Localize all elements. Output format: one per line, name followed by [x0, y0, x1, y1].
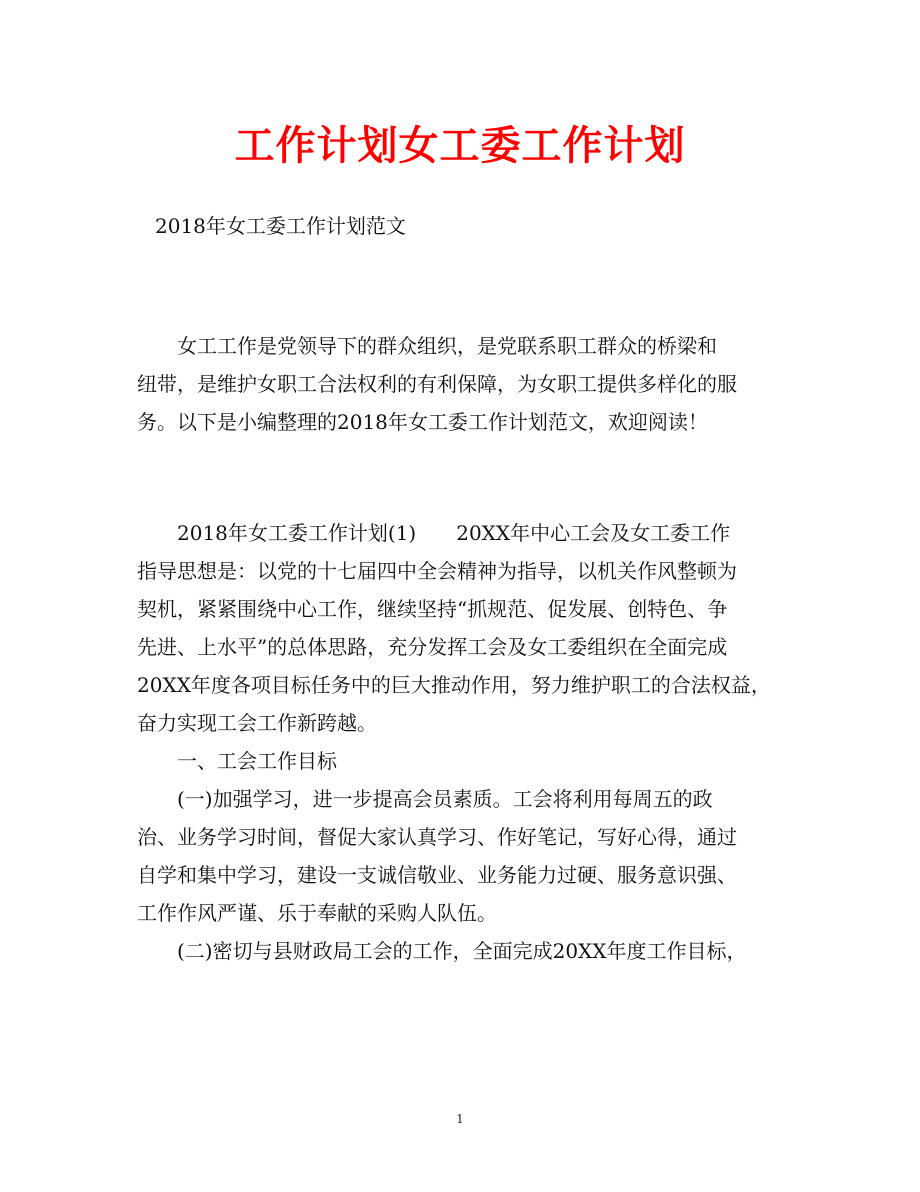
- plan-line: 2018年女工委工作计划(1) 20XX年中心工会及女工委工作: [137, 521, 731, 545]
- section-heading: 一、工会工作目标: [137, 749, 337, 773]
- plan-line: (一)加强学习，进一步提高会员素质。工会将利用每周五的政: [137, 787, 713, 811]
- plan-section: [137, 514, 787, 970]
- plan-line: 指导思想是：以党的十七届四中全会精神为指导，以机关作风整顿为: [137, 559, 737, 583]
- plan-line: 20XX年度各项目标任务中的巨大推动作用，努力维护职工的合法权益，: [137, 673, 771, 697]
- document-title: 工作计划女工委工作计划: [234, 123, 686, 169]
- plan-line: 治、业务学习时间，督促大家认真学习、作好笔记，写好心得，通过: [137, 825, 737, 849]
- intro-paragraph: [137, 327, 787, 441]
- plan-line: 奋力实现工会工作新跨越。: [137, 711, 377, 735]
- plan-line: 工作作风严谨、乐于奉献的采购人队伍。: [137, 901, 497, 925]
- intro-line: 女工工作是党领导下的群众组织，是党联系职工群众的桥梁和: [137, 334, 717, 358]
- intro-line: 务。以下是小编整理的2018年女工委工作计划范文，欢迎阅读！: [137, 410, 708, 434]
- plan-line: 先进、上水平”的总体思路，充分发挥工会及女工委组织在全面完成: [137, 635, 728, 659]
- intro-line: 纽带，是维护女职工合法权利的有利保障，为女职工提供多样化的服: [137, 372, 737, 396]
- plan-line: 自学和集中学习，建设一支诚信敬业、业务能力过硬、服务意识强、: [137, 863, 737, 887]
- plan-line: (二)密切与县财政局工会的工作，全面完成20XX年度工作目标，: [137, 939, 747, 963]
- plan-line: 契机，紧紧围绕中心工作，继续坚持“抓规范、促发展、创特色、争: [137, 597, 728, 621]
- page-number: 1: [456, 1112, 464, 1126]
- document-subtitle: 2018年女工委工作计划范文: [155, 214, 406, 238]
